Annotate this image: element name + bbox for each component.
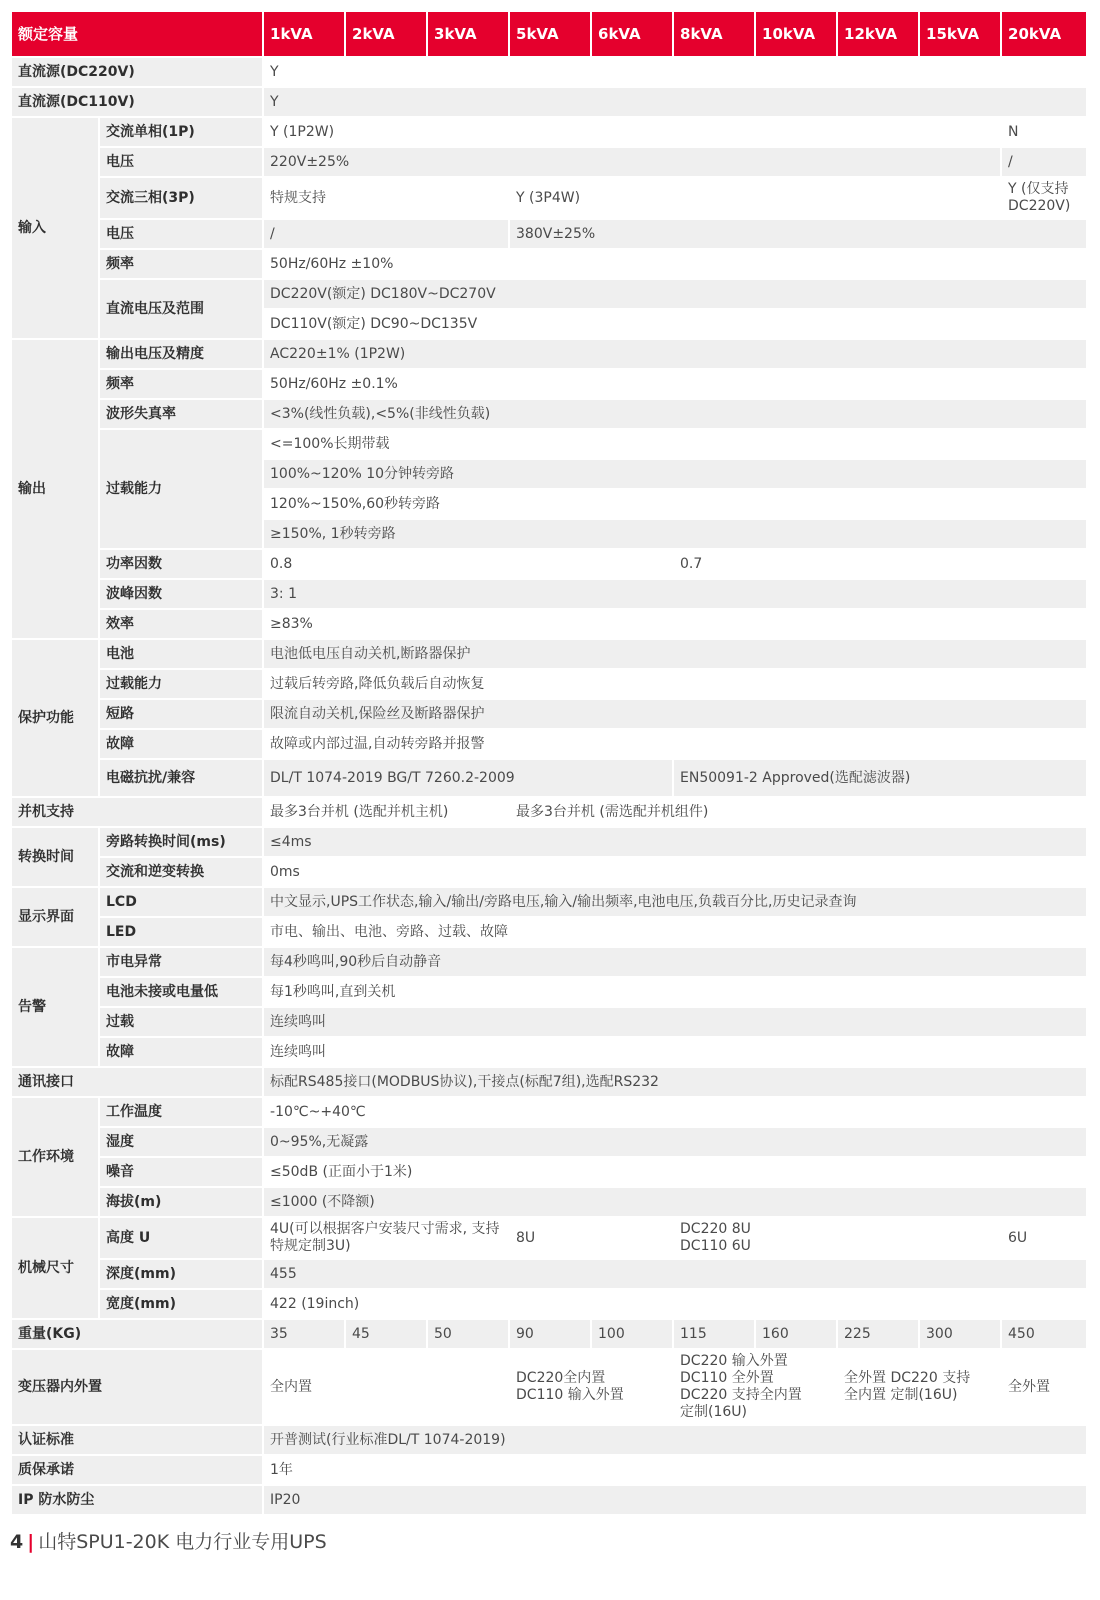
weight-cell: 115	[674, 1320, 756, 1348]
row-label: 故障	[100, 730, 264, 758]
table-row	[12, 1260, 1088, 1288]
row-value: 50Hz/60Hz ±0.1%	[264, 370, 1088, 398]
header-row	[12, 12, 1088, 56]
row-value: 过载后转旁路,降低负载后自动恢复	[264, 670, 1088, 698]
row-value: 120%~150%,60秒转旁路	[264, 490, 1088, 518]
row-value: IP20	[264, 1486, 1088, 1514]
row-label: 旁路转换时间(ms)	[100, 828, 264, 856]
row-label: 认证标准	[12, 1426, 264, 1454]
table-row	[12, 148, 1088, 176]
row-value: 最多3台并机 (需选配并机组件)	[510, 798, 1088, 826]
row-value: 连续鸣叫	[264, 1008, 1088, 1036]
row-value: Y (仅支持 DC220V)	[1002, 178, 1088, 218]
row-label: 高度 U	[100, 1218, 264, 1258]
row-value: Y	[264, 58, 1088, 86]
row-value: 每4秒鸣叫,90秒后自动静音	[264, 948, 1088, 976]
table-row	[12, 918, 1088, 946]
weight-cell: 50	[428, 1320, 510, 1348]
table-row	[12, 858, 1088, 886]
row-value: 全外置	[1002, 1350, 1088, 1424]
table-row	[12, 1008, 1088, 1036]
group-label: 保护功能	[12, 640, 100, 796]
row-label: 输出电压及精度	[100, 340, 264, 368]
row-value: Y	[264, 88, 1088, 116]
row-label: 电池未接或电量低	[100, 978, 264, 1006]
table-row	[12, 798, 1088, 826]
table-row	[12, 220, 1088, 248]
row-label: 深度(mm)	[100, 1260, 264, 1288]
row-value: 220V±25%	[264, 148, 1002, 176]
row-label: LED	[100, 918, 264, 946]
model-header: 8kVA	[674, 12, 756, 56]
row-label: 市电异常	[100, 948, 264, 976]
table-row	[12, 250, 1088, 278]
row-value: DC220V(额定) DC180V~DC270V	[264, 280, 1088, 308]
row-value: 1年	[264, 1456, 1088, 1484]
table-row	[12, 760, 1088, 796]
model-header: 12kVA	[838, 12, 920, 56]
row-label: LCD	[100, 888, 264, 916]
row-value: 0ms	[264, 858, 1088, 886]
row-value: Y (1P2W)	[270, 123, 335, 140]
table-row	[12, 1128, 1088, 1156]
row-value: ≤1000 (不降额)	[264, 1188, 1088, 1216]
row-label: 频率	[100, 250, 264, 278]
row-label: 过载	[100, 1008, 264, 1036]
group-label: 输入	[12, 118, 100, 338]
table-row	[12, 580, 1088, 608]
weight-cell: 300	[920, 1320, 1002, 1348]
table-row	[12, 730, 1088, 758]
row-value: DC220 输入外置 DC110 全外置 DC220 支持全内置 定制(16U)	[680, 1353, 802, 1420]
table-row	[12, 978, 1088, 1006]
row-label: 变压器内外置	[12, 1350, 264, 1424]
table-row	[12, 1320, 1088, 1348]
model-header: 5kVA	[510, 12, 592, 56]
row-value: 50Hz/60Hz ±10%	[264, 250, 1088, 278]
table-row	[12, 1038, 1088, 1066]
table-row	[12, 340, 1088, 368]
row-label: 功率因数	[100, 550, 264, 578]
row-label: 波形失真率	[100, 400, 264, 428]
table-row	[12, 1068, 1088, 1096]
page-number: 4	[10, 1531, 24, 1553]
row-value: /	[1002, 148, 1088, 176]
model-header: 2kVA	[346, 12, 428, 56]
row-label: 过载能力	[100, 430, 264, 548]
row-value: DC220 8U DC110 6U	[680, 1221, 751, 1254]
model-header: 3kVA	[428, 12, 510, 56]
row-value: 电池低电压自动关机,断路器保护	[264, 640, 1088, 668]
table-row	[12, 430, 1088, 458]
table-row	[12, 670, 1088, 698]
row-label: 电压	[100, 148, 264, 176]
weight-cell: 450	[1002, 1320, 1088, 1348]
model-header: 20kVA	[1002, 12, 1088, 56]
row-value: 0~95%,无凝露	[264, 1128, 1088, 1156]
row-value: DC220全内置 DC110 输入外置	[516, 1370, 624, 1403]
table-row	[12, 828, 1088, 856]
row-label: 湿度	[100, 1128, 264, 1156]
row-label: IP 防水防尘	[12, 1486, 264, 1514]
row-label: 交流和逆变转换	[100, 858, 264, 886]
row-label: 直流源(DC110V)	[12, 88, 264, 116]
table-row	[12, 640, 1088, 668]
table-row	[12, 1486, 1088, 1514]
row-value: /	[264, 220, 510, 248]
row-value: 100%~120% 10分钟转旁路	[264, 460, 1088, 488]
row-label: 重量(KG)	[12, 1320, 264, 1348]
model-header: 6kVA	[592, 12, 674, 56]
row-value: AC220±1% (1P2W)	[264, 340, 1088, 368]
row-value: 全内置	[270, 1378, 313, 1395]
table-row	[12, 1098, 1088, 1126]
row-value: 最多3台并机 (选配并机主机)	[270, 803, 449, 820]
row-value: ≤50dB (正面小于1米)	[264, 1158, 1088, 1186]
row-label: 频率	[100, 370, 264, 398]
row-value: 0.7	[674, 550, 1088, 578]
row-label: 过载能力	[100, 670, 264, 698]
row-value: 标配RS485接口(MODBUS协议),干接点(标配7组),选配RS232	[264, 1068, 1088, 1096]
table-row	[12, 58, 1088, 86]
row-value: 8U	[516, 1229, 536, 1246]
footer-title: 山特SPU1-20K 电力行业专用UPS	[38, 1531, 327, 1553]
table-row	[12, 1290, 1088, 1318]
group-label: 工作环境	[12, 1098, 100, 1216]
row-label: 电压	[100, 220, 264, 248]
row-label: 通讯接口	[12, 1068, 264, 1096]
table-row	[12, 400, 1088, 428]
table-row	[12, 1456, 1088, 1484]
table-row	[12, 888, 1088, 916]
row-value: N	[1002, 118, 1088, 146]
weight-cell: 225	[838, 1320, 920, 1348]
row-value: 3: 1	[264, 580, 1088, 608]
row-value: 市电、输出、电池、旁路、过载、故障	[264, 918, 1088, 946]
page-footer	[10, 1527, 327, 1554]
table-row	[12, 550, 1088, 578]
row-value: 开普测试(行业标准DL/T 1074-2019)	[264, 1426, 1088, 1454]
row-value: 每1秒鸣叫,直到关机	[264, 978, 1088, 1006]
row-value: 380V±25%	[510, 220, 1088, 248]
table-row	[12, 1426, 1088, 1454]
row-value: 限流自动关机,保险丝及断路器保护	[264, 700, 1088, 728]
group-label: 输出	[12, 340, 100, 638]
row-value: 全外置 DC220 支持全内置 定制(16U)	[844, 1370, 971, 1403]
table-row	[12, 178, 1088, 218]
row-value: 连续鸣叫	[264, 1038, 1088, 1066]
row-label: 电池	[100, 640, 264, 668]
row-value: <=100%长期带载	[264, 430, 1088, 458]
footer-divider: |	[27, 1531, 35, 1553]
row-value: ≥83%	[264, 610, 1088, 638]
table-row	[12, 280, 1088, 308]
row-value: 455	[264, 1260, 1088, 1288]
row-label: 故障	[100, 1038, 264, 1066]
row-value: Y (3P4W)	[516, 189, 581, 206]
group-label: 转换时间	[12, 828, 100, 886]
row-label: 噪音	[100, 1158, 264, 1186]
row-value: 4U(可以根据客户安装尺寸需求, 支持特规定制3U)	[270, 1221, 500, 1254]
table-row	[12, 610, 1088, 638]
row-value: 6U	[1002, 1218, 1088, 1258]
group-label: 显示界面	[12, 888, 100, 946]
row-value: 中文显示,UPS工作状态,输入/输出/旁路电压,输入/输出频率,电池电压,负载百分比,历史记录查询	[264, 888, 1088, 916]
table-row	[12, 1350, 1088, 1424]
weight-cell: 45	[346, 1320, 428, 1348]
table-row	[12, 1218, 1088, 1258]
row-label: 工作温度	[100, 1098, 264, 1126]
row-label: 并机支持	[12, 798, 264, 826]
weight-cell: 160	[756, 1320, 838, 1348]
group-label: 机械尺寸	[12, 1218, 100, 1318]
row-value: 特规支持	[270, 189, 327, 206]
weight-cell: 90	[510, 1320, 592, 1348]
row-value: 故障或内部过温,自动转旁路并报警	[264, 730, 1088, 758]
row-label: 交流单相(1P)	[100, 118, 264, 146]
row-value: DC110V(额定) DC90~DC135V	[264, 310, 1088, 338]
weight-cell: 35	[264, 1320, 346, 1348]
row-label: 交流三相(3P)	[100, 178, 264, 218]
group-label: 告警	[12, 948, 100, 1066]
row-value: 0.8	[270, 555, 293, 572]
weight-cell: 100	[592, 1320, 674, 1348]
capacity-header: 额定容量	[12, 12, 264, 56]
row-label: 短路	[100, 700, 264, 728]
row-value: EN50091-2 Approved(选配滤波器)	[674, 760, 1088, 796]
table-row	[12, 118, 1088, 146]
row-value: DL/T 1074-2019 BG/T 7260.2-2009	[264, 760, 674, 796]
row-label: 直流源(DC220V)	[12, 58, 264, 86]
row-label: 直流电压及范围	[100, 280, 264, 338]
table-row	[12, 948, 1088, 976]
row-value: -10℃~+40℃	[264, 1098, 1088, 1126]
table-row	[12, 370, 1088, 398]
row-value: ≤4ms	[264, 828, 1088, 856]
table-row	[12, 1158, 1088, 1186]
row-label: 波峰因数	[100, 580, 264, 608]
row-value: 422 (19inch)	[264, 1290, 1088, 1318]
row-value: ≥150%, 1秒转旁路	[264, 520, 1088, 548]
spec-table	[12, 10, 1088, 1516]
row-label: 质保承诺	[12, 1456, 264, 1484]
table-row	[12, 88, 1088, 116]
row-value: <3%(线性负载),<5%(非线性负载)	[264, 400, 1088, 428]
model-header: 1kVA	[264, 12, 346, 56]
row-label: 海拔(m)	[100, 1188, 264, 1216]
row-label: 电磁抗扰/兼容	[100, 760, 264, 796]
row-label: 宽度(mm)	[100, 1290, 264, 1318]
row-label: 效率	[100, 610, 264, 638]
table-row	[12, 700, 1088, 728]
model-header: 15kVA	[920, 12, 1002, 56]
table-row	[12, 1188, 1088, 1216]
model-header: 10kVA	[756, 12, 838, 56]
